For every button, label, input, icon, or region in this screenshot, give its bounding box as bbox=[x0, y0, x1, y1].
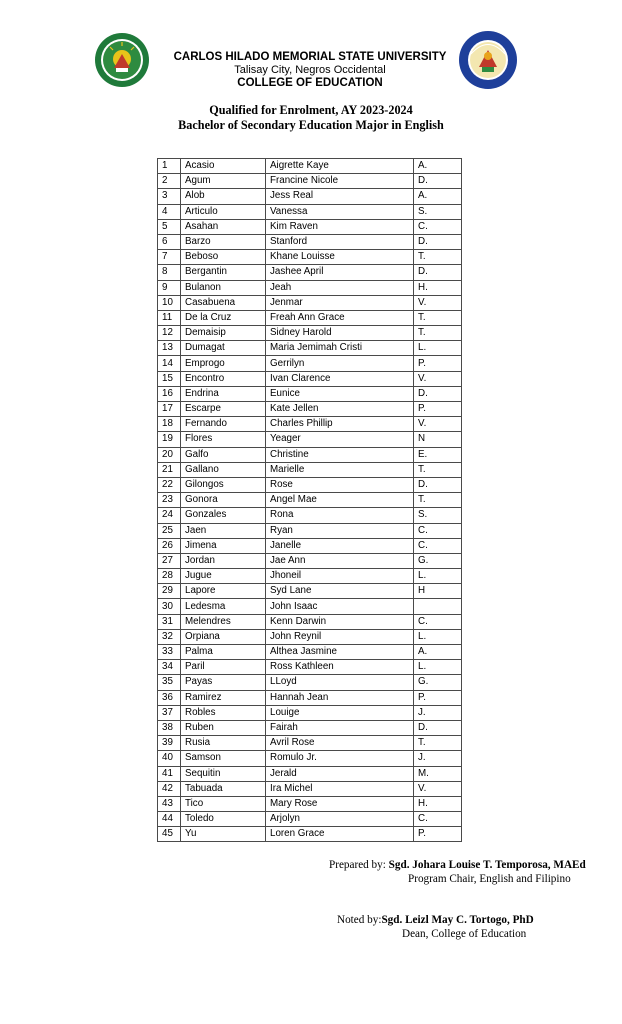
middle-initial-cell: D. bbox=[414, 174, 462, 189]
first-name-cell: Ira Michel bbox=[266, 781, 414, 796]
table-row bbox=[158, 553, 462, 568]
prepared-by-position: Program Chair, English and Filipino bbox=[408, 873, 571, 885]
row-number: 11 bbox=[158, 310, 181, 325]
middle-initial-cell: D. bbox=[414, 720, 462, 735]
first-name-cell: Jhoneil bbox=[266, 569, 414, 584]
first-name-cell: Loren Grace bbox=[266, 827, 414, 842]
first-name-cell: Eunice bbox=[266, 386, 414, 401]
row-number: 9 bbox=[158, 280, 181, 295]
last-name-cell: Bergantin bbox=[181, 265, 266, 280]
last-name-cell: Toledo bbox=[181, 812, 266, 827]
row-number: 27 bbox=[158, 553, 181, 568]
row-number: 19 bbox=[158, 432, 181, 447]
table-row bbox=[158, 462, 462, 477]
middle-initial-cell: T. bbox=[414, 462, 462, 477]
last-name-cell: Paril bbox=[181, 660, 266, 675]
last-name-cell: Ramirez bbox=[181, 690, 266, 705]
table-row bbox=[158, 386, 462, 401]
prepared-by-name: Sgd. Johara Louise T. Temporosa, MAEd bbox=[388, 859, 586, 871]
last-name-cell: Jordan bbox=[181, 553, 266, 568]
table-row bbox=[158, 720, 462, 735]
row-number: 12 bbox=[158, 326, 181, 341]
table-row bbox=[158, 781, 462, 796]
row-number: 38 bbox=[158, 720, 181, 735]
first-name-cell: Janelle bbox=[266, 538, 414, 553]
row-number: 42 bbox=[158, 781, 181, 796]
row-number: 24 bbox=[158, 508, 181, 523]
row-number: 22 bbox=[158, 477, 181, 492]
first-name-cell: Francine Nicole bbox=[266, 174, 414, 189]
middle-initial-cell: N bbox=[414, 432, 462, 447]
row-number: 18 bbox=[158, 417, 181, 432]
noted-by-line bbox=[337, 913, 534, 927]
row-number: 40 bbox=[158, 751, 181, 766]
student-list-table bbox=[157, 158, 462, 842]
college-seal-logo bbox=[458, 30, 518, 90]
first-name-cell: Aigrette Kaye bbox=[266, 159, 414, 174]
middle-initial-cell: A. bbox=[414, 159, 462, 174]
table-row bbox=[158, 736, 462, 751]
title-line-2: Bachelor of Secondary Education Major in English bbox=[178, 118, 444, 132]
table-row bbox=[158, 614, 462, 629]
first-name-cell: Freah Ann Grace bbox=[266, 310, 414, 325]
first-name-cell: John Isaac bbox=[266, 599, 414, 614]
first-name-cell: Arjolyn bbox=[266, 812, 414, 827]
row-number: 13 bbox=[158, 341, 181, 356]
first-name-cell: Charles Phillip bbox=[266, 417, 414, 432]
middle-initial-cell: A. bbox=[414, 645, 462, 660]
last-name-cell: De la Cruz bbox=[181, 310, 266, 325]
last-name-cell: Lapore bbox=[181, 584, 266, 599]
first-name-cell: Ryan bbox=[266, 523, 414, 538]
table-row bbox=[158, 341, 462, 356]
row-number: 36 bbox=[158, 690, 181, 705]
middle-initial-cell bbox=[414, 599, 462, 614]
middle-initial-cell: P. bbox=[414, 690, 462, 705]
last-name-cell: Jimena bbox=[181, 538, 266, 553]
last-name-cell: Gallano bbox=[181, 462, 266, 477]
first-name-cell: Jess Real bbox=[266, 189, 414, 204]
table-row bbox=[158, 310, 462, 325]
table-row bbox=[158, 675, 462, 690]
table-row bbox=[158, 402, 462, 417]
last-name-cell: Tico bbox=[181, 796, 266, 811]
table-row bbox=[158, 508, 462, 523]
last-name-cell: Fernando bbox=[181, 417, 266, 432]
first-name-cell: Khane Louisse bbox=[266, 250, 414, 265]
last-name-cell: Flores bbox=[181, 432, 266, 447]
middle-initial-cell: H. bbox=[414, 796, 462, 811]
table-row bbox=[158, 250, 462, 265]
table-row bbox=[158, 159, 462, 174]
table-row bbox=[158, 447, 462, 462]
middle-initial-cell: P. bbox=[414, 827, 462, 842]
table-row bbox=[158, 766, 462, 781]
middle-initial-cell: L. bbox=[414, 660, 462, 675]
university-info bbox=[160, 50, 460, 90]
last-name-cell: Jugue bbox=[181, 569, 266, 584]
middle-initial-cell: D. bbox=[414, 234, 462, 249]
middle-initial-cell: A. bbox=[414, 189, 462, 204]
middle-initial-cell: T. bbox=[414, 493, 462, 508]
first-name-cell: Hannah Jean bbox=[266, 690, 414, 705]
middle-initial-cell: S. bbox=[414, 508, 462, 523]
last-name-cell: Asahan bbox=[181, 219, 266, 234]
table-row bbox=[158, 705, 462, 720]
table-row bbox=[158, 599, 462, 614]
table-row bbox=[158, 189, 462, 204]
row-number: 30 bbox=[158, 599, 181, 614]
last-name-cell: Gilongos bbox=[181, 477, 266, 492]
last-name-cell: Orpiana bbox=[181, 629, 266, 644]
middle-initial-cell: G. bbox=[414, 675, 462, 690]
title-line-1: Qualified for Enrolment, AY 2023-2024 bbox=[209, 103, 413, 117]
first-name-cell: Marielle bbox=[266, 462, 414, 477]
middle-initial-cell: G. bbox=[414, 553, 462, 568]
middle-initial-cell: C. bbox=[414, 538, 462, 553]
last-name-cell: Galfo bbox=[181, 447, 266, 462]
middle-initial-cell: T. bbox=[414, 250, 462, 265]
row-number: 34 bbox=[158, 660, 181, 675]
row-number: 10 bbox=[158, 295, 181, 310]
last-name-cell: Endrina bbox=[181, 386, 266, 401]
last-name-cell: Articulo bbox=[181, 204, 266, 219]
last-name-cell: Palma bbox=[181, 645, 266, 660]
row-number: 26 bbox=[158, 538, 181, 553]
row-number: 37 bbox=[158, 705, 181, 720]
last-name-cell: Ledesma bbox=[181, 599, 266, 614]
row-number: 25 bbox=[158, 523, 181, 538]
last-name-cell: Sequitin bbox=[181, 766, 266, 781]
middle-initial-cell: T. bbox=[414, 736, 462, 751]
first-name-cell: Louige bbox=[266, 705, 414, 720]
university-seal-logo bbox=[94, 32, 150, 88]
middle-initial-cell: V. bbox=[414, 781, 462, 796]
first-name-cell: Fairah bbox=[266, 720, 414, 735]
row-number: 39 bbox=[158, 736, 181, 751]
table-row bbox=[158, 812, 462, 827]
middle-initial-cell: L. bbox=[414, 341, 462, 356]
last-name-cell: Alob bbox=[181, 189, 266, 204]
last-name-cell: Jaen bbox=[181, 523, 266, 538]
middle-initial-cell: T. bbox=[414, 310, 462, 325]
row-number: 7 bbox=[158, 250, 181, 265]
row-number: 43 bbox=[158, 796, 181, 811]
row-number: 1 bbox=[158, 159, 181, 174]
table-row bbox=[158, 356, 462, 371]
noted-by-label: Noted by: bbox=[337, 914, 382, 926]
row-number: 20 bbox=[158, 447, 181, 462]
table-row bbox=[158, 417, 462, 432]
last-name-cell: Tabuada bbox=[181, 781, 266, 796]
middle-initial-cell: H. bbox=[414, 280, 462, 295]
noted-by-position: Dean, College of Education bbox=[402, 928, 527, 940]
middle-initial-cell: P. bbox=[414, 402, 462, 417]
middle-initial-cell: V. bbox=[414, 295, 462, 310]
table-row bbox=[158, 629, 462, 644]
first-name-cell: Kim Raven bbox=[266, 219, 414, 234]
first-name-cell: Mary Rose bbox=[266, 796, 414, 811]
table-row bbox=[158, 477, 462, 492]
first-name-cell: Yeager bbox=[266, 432, 414, 447]
row-number: 28 bbox=[158, 569, 181, 584]
last-name-cell: Agum bbox=[181, 174, 266, 189]
row-number: 16 bbox=[158, 386, 181, 401]
middle-initial-cell: S. bbox=[414, 204, 462, 219]
first-name-cell: Christine bbox=[266, 447, 414, 462]
middle-initial-cell: J. bbox=[414, 705, 462, 720]
middle-initial-cell: L. bbox=[414, 629, 462, 644]
last-name-cell: Rusia bbox=[181, 736, 266, 751]
middle-initial-cell: D. bbox=[414, 265, 462, 280]
first-name-cell: John Reynil bbox=[266, 629, 414, 644]
prepared-by-label: Prepared by: bbox=[329, 859, 389, 871]
row-number: 4 bbox=[158, 204, 181, 219]
first-name-cell: Jae Ann bbox=[266, 553, 414, 568]
row-number: 29 bbox=[158, 584, 181, 599]
first-name-cell: Kenn Darwin bbox=[266, 614, 414, 629]
row-number: 8 bbox=[158, 265, 181, 280]
middle-initial-cell: M. bbox=[414, 766, 462, 781]
college-name: COLLEGE OF EDUCATION bbox=[237, 77, 383, 89]
row-number: 45 bbox=[158, 827, 181, 842]
middle-initial-cell: P. bbox=[414, 356, 462, 371]
table-row bbox=[158, 371, 462, 386]
last-name-cell: Ruben bbox=[181, 720, 266, 735]
middle-initial-cell: V. bbox=[414, 371, 462, 386]
last-name-cell: Dumagat bbox=[181, 341, 266, 356]
last-name-cell: Escarpe bbox=[181, 402, 266, 417]
row-number: 14 bbox=[158, 356, 181, 371]
first-name-cell: Rose bbox=[266, 477, 414, 492]
table-row bbox=[158, 234, 462, 249]
last-name-cell: Yu bbox=[181, 827, 266, 842]
university-name: CARLOS HILADO MEMORIAL STATE UNIVERSITY bbox=[173, 51, 447, 63]
row-number: 15 bbox=[158, 371, 181, 386]
document-title bbox=[0, 103, 622, 133]
first-name-cell: Kate Jellen bbox=[266, 402, 414, 417]
middle-initial-cell: E. bbox=[414, 447, 462, 462]
middle-initial-cell: D. bbox=[414, 386, 462, 401]
last-name-cell: Acasio bbox=[181, 159, 266, 174]
table-row bbox=[158, 280, 462, 295]
middle-initial-cell: C. bbox=[414, 614, 462, 629]
first-name-cell: Vanessa bbox=[266, 204, 414, 219]
university-location: Talisay City, Negros Occidental bbox=[234, 64, 386, 76]
table-row bbox=[158, 295, 462, 310]
middle-initial-cell: H bbox=[414, 584, 462, 599]
table-row bbox=[158, 523, 462, 538]
last-name-cell: Casabuena bbox=[181, 295, 266, 310]
row-number: 21 bbox=[158, 462, 181, 477]
table-row bbox=[158, 265, 462, 280]
middle-initial-cell: C. bbox=[414, 219, 462, 234]
first-name-cell: Ivan Clarence bbox=[266, 371, 414, 386]
row-number: 6 bbox=[158, 234, 181, 249]
table-row bbox=[158, 584, 462, 599]
first-name-cell: Jashee April bbox=[266, 265, 414, 280]
table-row bbox=[158, 326, 462, 341]
last-name-cell: Payas bbox=[181, 675, 266, 690]
table-row bbox=[158, 493, 462, 508]
row-number: 2 bbox=[158, 174, 181, 189]
middle-initial-cell: J. bbox=[414, 751, 462, 766]
prepared-by-line bbox=[329, 858, 586, 872]
table-row bbox=[158, 204, 462, 219]
first-name-cell: Rona bbox=[266, 508, 414, 523]
middle-initial-cell: D. bbox=[414, 477, 462, 492]
last-name-cell: Beboso bbox=[181, 250, 266, 265]
first-name-cell: Jerald bbox=[266, 766, 414, 781]
last-name-cell: Robles bbox=[181, 705, 266, 720]
last-name-cell: Demaisip bbox=[181, 326, 266, 341]
last-name-cell: Gonzales bbox=[181, 508, 266, 523]
row-number: 31 bbox=[158, 614, 181, 629]
row-number: 33 bbox=[158, 645, 181, 660]
table-row bbox=[158, 751, 462, 766]
first-name-cell: LLoyd bbox=[266, 675, 414, 690]
row-number: 17 bbox=[158, 402, 181, 417]
first-name-cell: Romulo Jr. bbox=[266, 751, 414, 766]
first-name-cell: Maria Jemimah Cristi bbox=[266, 341, 414, 356]
middle-initial-cell: C. bbox=[414, 523, 462, 538]
row-number: 41 bbox=[158, 766, 181, 781]
last-name-cell: Encontro bbox=[181, 371, 266, 386]
first-name-cell: Angel Mae bbox=[266, 493, 414, 508]
row-number: 5 bbox=[158, 219, 181, 234]
first-name-cell: Jenmar bbox=[266, 295, 414, 310]
first-name-cell: Jeah bbox=[266, 280, 414, 295]
last-name-cell: Melendres bbox=[181, 614, 266, 629]
last-name-cell: Samson bbox=[181, 751, 266, 766]
first-name-cell: Syd Lane bbox=[266, 584, 414, 599]
row-number: 32 bbox=[158, 629, 181, 644]
table-row bbox=[158, 174, 462, 189]
table-row bbox=[158, 645, 462, 660]
first-name-cell: Avril Rose bbox=[266, 736, 414, 751]
first-name-cell: Gerrilyn bbox=[266, 356, 414, 371]
middle-initial-cell: C. bbox=[414, 812, 462, 827]
last-name-cell: Gonora bbox=[181, 493, 266, 508]
middle-initial-cell: L. bbox=[414, 569, 462, 584]
row-number: 23 bbox=[158, 493, 181, 508]
table-row bbox=[158, 690, 462, 705]
first-name-cell: Sidney Harold bbox=[266, 326, 414, 341]
table-row bbox=[158, 432, 462, 447]
letterhead bbox=[0, 30, 622, 90]
last-name-cell: Emprogo bbox=[181, 356, 266, 371]
first-name-cell: Ross Kathleen bbox=[266, 660, 414, 675]
last-name-cell: Bulanon bbox=[181, 280, 266, 295]
table-row bbox=[158, 827, 462, 842]
table-row bbox=[158, 538, 462, 553]
row-number: 35 bbox=[158, 675, 181, 690]
row-number: 3 bbox=[158, 189, 181, 204]
first-name-cell: Althea Jasmine bbox=[266, 645, 414, 660]
table-row bbox=[158, 660, 462, 675]
noted-by-name: Sgd. Leizl May C. Tortogo, PhD bbox=[381, 914, 534, 926]
first-name-cell: Stanford bbox=[266, 234, 414, 249]
middle-initial-cell: T. bbox=[414, 326, 462, 341]
table-row bbox=[158, 219, 462, 234]
table-row bbox=[158, 569, 462, 584]
middle-initial-cell: V. bbox=[414, 417, 462, 432]
table-row bbox=[158, 796, 462, 811]
last-name-cell: Barzo bbox=[181, 234, 266, 249]
row-number: 44 bbox=[158, 812, 181, 827]
